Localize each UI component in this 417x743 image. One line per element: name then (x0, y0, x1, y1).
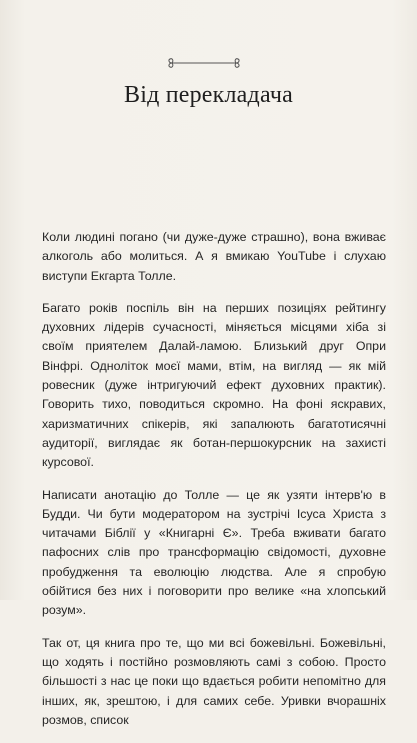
paragraph: Коли людині погано (чи дуже-дуже страшно), вона вживає алкоголь або молиться. А я вмикаю YouTube і слухаю виступи Екгарта Толле. (42, 230, 386, 283)
paragraph: Написати анотацію до Толле — це як узяти інтерв'ю в Будди. Чи бути модератором на зустрічі Ісуса Христа з читачами Біблії у «Книгарні Є». Треба вживати багато пафосних слів про трансформацію свідомості, духовне пробудження та еволюцію людства. Але я спробую обійтися без них і поговорити про велике «на хлопський розум». (42, 487, 386, 618)
body-text (42, 228, 386, 743)
paragraph: Багато років поспіль він на перших позиціях рейтингу духовних лідерів сучасності, міняється місцями хіба зі своїм приятелем Далай-ламою. Близький друг Опри Вінфрі. Одноліток моєї мами, втім, на вигляд — як мій ровесник (дуже інтригуючий ефект духовних практик). Говорить тихо, поводиться скромно. На фоні яскравих, харизматичних спікерів, які запалюють багатотисячні аудиторії, виглядає як ботан-першокурсник на захисті курсової. (42, 300, 386, 470)
paragraph: Так от, ця книга про те, що ми всі божевільні. Божевільні, що ходять і постійно розмовляють самі з собою. Просто більшості з нас це поки що вдається робити непомітно для інших, як, зрештою, і для самих себе. Уривки вчорашніх розмов, список (42, 635, 386, 727)
ornament-icon (166, 56, 242, 70)
chapter-heading: Від перекладача (124, 82, 293, 108)
